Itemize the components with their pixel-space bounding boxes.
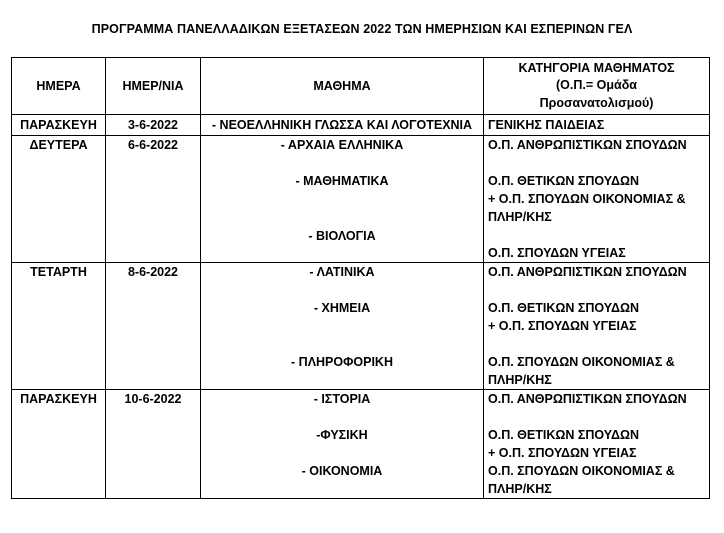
- cell-day: ΔΕΥΤΕΡΑ: [12, 136, 106, 263]
- cell-date: 10-6-2022: [106, 390, 201, 499]
- cell-subject: [201, 263, 484, 390]
- cell-subject: [201, 390, 484, 499]
- category-item: Ο.Π. ΘΕΤΙΚΩΝ ΣΠΟΥΔΩΝ: [488, 301, 640, 315]
- subject-item: - ΑΡΧΑΙΑ ΕΛΛΗΝΙΚΑ: [280, 138, 404, 152]
- header-category-line: Προσανατολισμού): [539, 95, 654, 110]
- cell-day: ΠΑΡΑΣΚΕΥΗ: [12, 390, 106, 499]
- cell-category: [484, 263, 710, 390]
- header-date: ΗΜΕΡ/ΝΙΑ: [106, 58, 201, 115]
- category-item: + Ο.Π. ΣΠΟΥΔΩΝ ΟΙΚΟΝΟΜΙΑΣ &: [488, 192, 686, 206]
- header-day: ΗΜΕΡΑ: [12, 58, 106, 115]
- subject-item: - ΧΗΜΕΙΑ: [313, 301, 371, 315]
- cell-date: 3-6-2022: [106, 115, 201, 136]
- category-item: + Ο.Π. ΣΠΟΥΔΩΝ ΥΓΕΙΑΣ: [488, 446, 637, 460]
- table-row: [12, 115, 710, 136]
- cell-subject: [201, 136, 484, 263]
- cell-subject: - ΝΕΟΕΛΛΗΝΙΚΗ ΓΛΩΣΣΑ ΚΑΙ ΛΟΓΟΤΕΧΝΙΑ: [201, 115, 484, 136]
- cell-date: 8-6-2022: [106, 263, 201, 390]
- cell-category: [484, 136, 710, 263]
- subject-item: - ΜΑΘΗΜΑΤΙΚΑ: [295, 174, 389, 188]
- category-item: Ο.Π. ΑΝΘΡΩΠΙΣΤΙΚΩΝ ΣΠΟΥΔΩΝ: [488, 265, 687, 279]
- cell-date: 6-6-2022: [106, 136, 201, 263]
- category-item: Ο.Π. ΑΝΘΡΩΠΙΣΤΙΚΩΝ ΣΠΟΥΔΩΝ: [488, 138, 687, 152]
- category-item: Ο.Π. ΘΕΤΙΚΩΝ ΣΠΟΥΔΩΝ: [488, 428, 640, 442]
- cell-day: ΤΕΤΑΡΤΗ: [12, 263, 106, 390]
- cell-category: [484, 390, 710, 499]
- category-item: Ο.Π. ΑΝΘΡΩΠΙΣΤΙΚΩΝ ΣΠΟΥΔΩΝ: [488, 392, 687, 406]
- subject-item: - ΙΣΤΟΡΙΑ: [313, 392, 371, 406]
- subject-item: - ΒΙΟΛΟΓΙΑ: [308, 229, 376, 243]
- header-subject: ΜΑΘΗΜΑ: [201, 58, 484, 115]
- subject-item: -ΦΥΣΙΚΗ: [316, 428, 368, 442]
- document-title: ΠΡΟΓΡΑΜΜΑ ΠΑΝΕΛΛΑΔΙΚΩΝ ΕΞΕΤΑΣΕΩΝ 2022 ΤΩΝ ΗΜΕΡΗΣΙΩΝ ΚΑΙ ΕΣΠΕΡΙΝΩΝ ΓΕΛ: [91, 22, 633, 36]
- table-row: [12, 390, 710, 499]
- cell-day: ΠΑΡΑΣΚΕΥΗ: [12, 115, 106, 136]
- category-item: Ο.Π. ΣΠΟΥΔΩΝ ΟΙΚΟΝΟΜΙΑΣ &: [488, 355, 675, 369]
- category-item: Ο.Π. ΘΕΤΙΚΩΝ ΣΠΟΥΔΩΝ: [488, 174, 640, 188]
- header-category-line: (Ο.Π.= Ομάδα: [556, 78, 637, 93]
- category-item: Ο.Π. ΣΠΟΥΔΩΝ ΟΙΚΟΝΟΜΙΑΣ &: [488, 464, 675, 478]
- table-header-row: [12, 58, 710, 115]
- category-item: ΠΛΗΡ/ΚΗΣ: [488, 482, 552, 496]
- category-item: ΠΛΗΡ/ΚΗΣ: [488, 210, 552, 224]
- exam-schedule-table: [11, 57, 710, 499]
- table-row: [12, 136, 710, 263]
- subject-item: - ΟΙΚΟΝΟΜΙΑ: [301, 464, 383, 478]
- header-category: [484, 58, 710, 115]
- table-row: [12, 263, 710, 390]
- category-item: Ο.Π. ΣΠΟΥΔΩΝ ΥΓΕΙΑΣ: [488, 246, 626, 260]
- category-item: ΠΛΗΡ/ΚΗΣ: [488, 373, 552, 387]
- cell-category: ΓΕΝΙΚΗΣ ΠΑΙΔΕΙΑΣ: [484, 115, 710, 136]
- subject-item: - ΠΛΗΡΟΦΟΡΙΚΗ: [291, 355, 393, 369]
- category-item: + Ο.Π. ΣΠΟΥΔΩΝ ΥΓΕΙΑΣ: [488, 319, 637, 333]
- header-category-line: ΚΑΤΗΓΟΡΙΑ ΜΑΘΗΜΑΤΟΣ: [518, 60, 675, 75]
- subject-item: - ΛΑΤΙΝΙΚΑ: [309, 265, 375, 279]
